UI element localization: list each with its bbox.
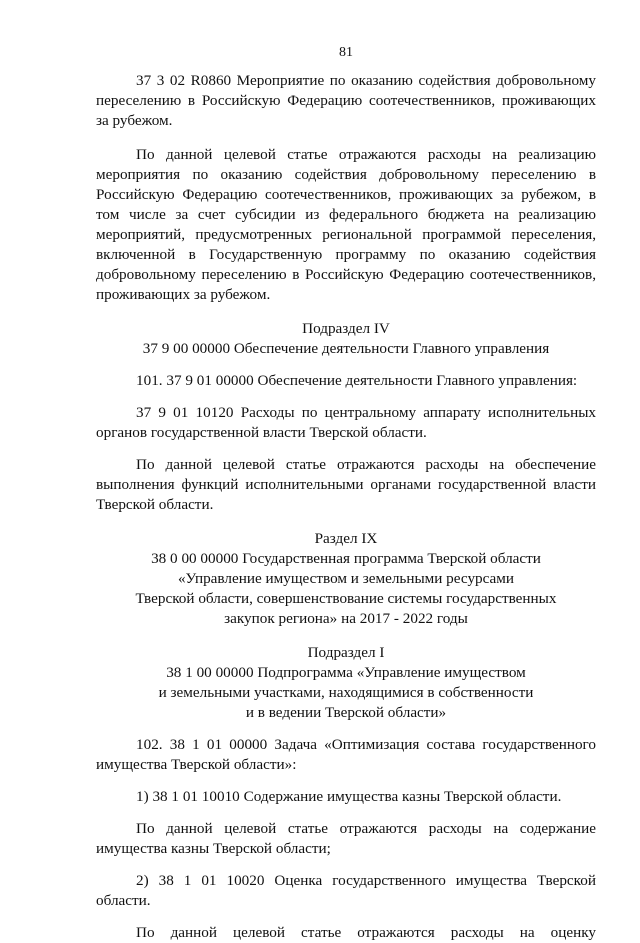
section-ix-line-4: закупок региона» на 2017 - 2022 годы bbox=[224, 610, 468, 627]
paragraph-target-article-r0860: 37 3 02 R0860 Мероприятие по оказанию содействия добровольному переселению в Российскую Федерацию соотечественников, проживающих за рубежом. bbox=[96, 72, 596, 129]
subsection-iv-heading bbox=[96, 319, 596, 359]
paragraph-target-article-10120: 37 9 01 10120 Расходы по центральному аппарату исполнительных органов государственной власти Тверской области. bbox=[96, 404, 596, 441]
paragraph-target-article-10010: 1) 38 1 01 10010 Содержание имущества казны Тверской области. bbox=[136, 788, 562, 805]
section-ix-line-2: «Управление имуществом и земельными ресурсами bbox=[177, 570, 515, 587]
paragraph-target-article-10020: 2) 38 1 01 10020 Оценка государственного имущества Тверской области. bbox=[96, 872, 596, 909]
subsection-i-line-1: 38 1 00 00000 Подпрограмма «Управление имуществом bbox=[166, 664, 526, 681]
section-ix-line-3: Тверской области, совершенствование системы государственных bbox=[135, 590, 557, 607]
paragraph-10020-description: По данной целевой статье отражаются расходы на оценку bbox=[136, 924, 596, 941]
paragraph-10010-description: По данной целевой статье отражаются расходы на содержание имущества казны Тверской области; bbox=[96, 820, 596, 857]
paragraph-item-101: 101. 37 9 01 00000 Обеспечение деятельности Главного управления: bbox=[136, 372, 578, 389]
section-ix-title: Раздел IX bbox=[314, 530, 378, 547]
paragraph-r0860-description: По данной целевой статье отражаются расходы на реализацию мероприятия по оказанию содействия добровольному переселению в Российскую Федерацию соотечественников, проживающих за рубежом, в том числе за счет субсидии из федерального бюджета на реализацию мероприятий, предусмотренных региональной программой переселения, включенной в Государственную программу по оказанию содействия добровольному переселению в Российскую Федерацию соотечественников, проживающих за рубежом. bbox=[96, 146, 596, 303]
subsection-i-line-2: и земельными участками, находящимися в собственности bbox=[158, 684, 534, 701]
document-page bbox=[96, 44, 596, 943]
page-number: 81 bbox=[339, 45, 353, 60]
subsection-iv-line: 37 9 00 00000 Обеспечение деятельности Главного управления bbox=[142, 340, 550, 357]
section-ix-line-1: 38 0 00 00000 Государственная программа Тверской области bbox=[151, 550, 541, 567]
subsection-i-heading bbox=[96, 643, 596, 723]
paragraph-item-102: 102. 38 1 01 00000 Задача «Оптимизация состава государственного имущества Тверской области»: bbox=[96, 736, 596, 773]
subsection-i-title: Подраздел I bbox=[307, 644, 385, 661]
paragraph-10120-description: По данной целевой статье отражаются расходы на обеспечение выполнения функций исполнительными органами государственной власти Тверской области. bbox=[96, 456, 596, 513]
subsection-iv-title: Подраздел IV bbox=[302, 320, 390, 337]
subsection-i-line-3: и в ведении Тверской области» bbox=[245, 704, 447, 721]
section-ix-heading bbox=[96, 529, 596, 629]
